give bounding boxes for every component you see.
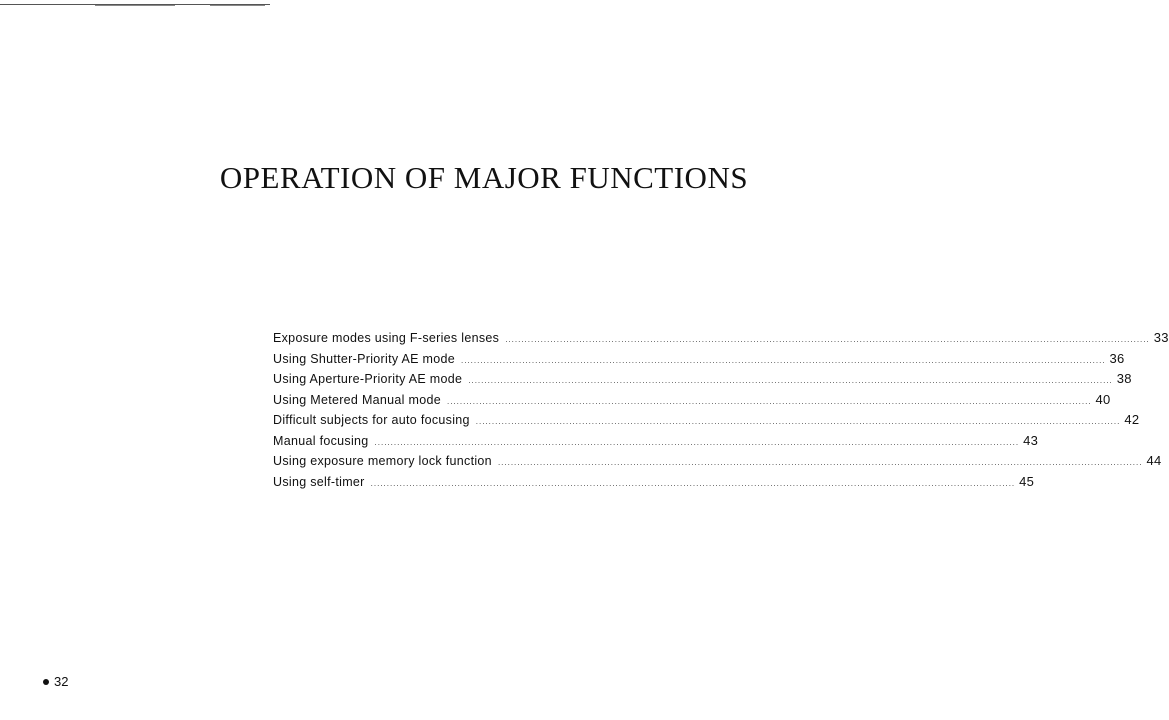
toc-entry <box>273 412 1140 433</box>
toc-entry-label: Exposure modes using F-series lenses <box>273 331 500 345</box>
toc-entry <box>273 371 1132 392</box>
toc-entry-label: Difficult subjects for auto focusing <box>273 413 470 427</box>
toc-entry-page: 44 <box>1146 453 1162 468</box>
toc-entry <box>273 453 1162 474</box>
toc-entry <box>273 473 1035 495</box>
toc-leader-dots: ........................................................................................................................................................................................................ <box>447 396 1092 406</box>
top-rule-segment <box>95 5 175 6</box>
table-of-contents <box>273 330 1169 494</box>
toc-entry-page: 42 <box>1124 412 1140 427</box>
page-title: OPERATION OF MAJOR FUNCTIONS <box>219 160 749 195</box>
top-rule-segment <box>210 5 265 6</box>
toc-entry-label: Using exposure memory lock function <box>273 454 492 468</box>
toc-leader-dots: ........................................................................................................................................................................................................ <box>475 417 1121 426</box>
toc-entry-page: 38 <box>1116 371 1132 386</box>
toc-entry-page: 45 <box>1019 473 1035 489</box>
toc-entry <box>273 391 1111 413</box>
toc-entry-page: 33 <box>1153 330 1169 345</box>
toc-entry-label: Manual focusing <box>273 433 369 448</box>
toc-leader-dots: ........................................................................................................................................................................................................ <box>374 437 1020 447</box>
toc-entry <box>273 330 1169 351</box>
bullet-icon <box>43 679 49 685</box>
page-number <box>43 674 68 689</box>
toc-leader-dots: ........................................................................................................................................................................................................ <box>370 478 1016 488</box>
toc-entry-page: 43 <box>1023 432 1039 448</box>
page-number-text: 32 <box>54 674 69 689</box>
toc-entry-label: Using Shutter-Priority AE mode <box>273 351 455 366</box>
toc-entry <box>273 350 1125 372</box>
toc-entry <box>273 432 1039 454</box>
toc-leader-dots: ........................................................................................................................................................................................................ <box>505 335 1150 344</box>
toc-leader-dots: ........................................................................................................................................................................................................ <box>497 458 1143 467</box>
toc-entry-page: 36 <box>1109 350 1125 366</box>
toc-leader-dots: ........................................................................................................................................................................................................ <box>461 355 1106 365</box>
toc-leader-dots: ........................................................................................................................................................................................................ <box>468 376 1113 385</box>
toc-entry-label: Using self-timer <box>273 474 365 489</box>
toc-entry-label: Using Metered Manual mode <box>273 392 441 407</box>
toc-entry-page: 40 <box>1095 391 1111 407</box>
toc-entry-label: Using Aperture-Priority AE mode <box>273 372 463 386</box>
